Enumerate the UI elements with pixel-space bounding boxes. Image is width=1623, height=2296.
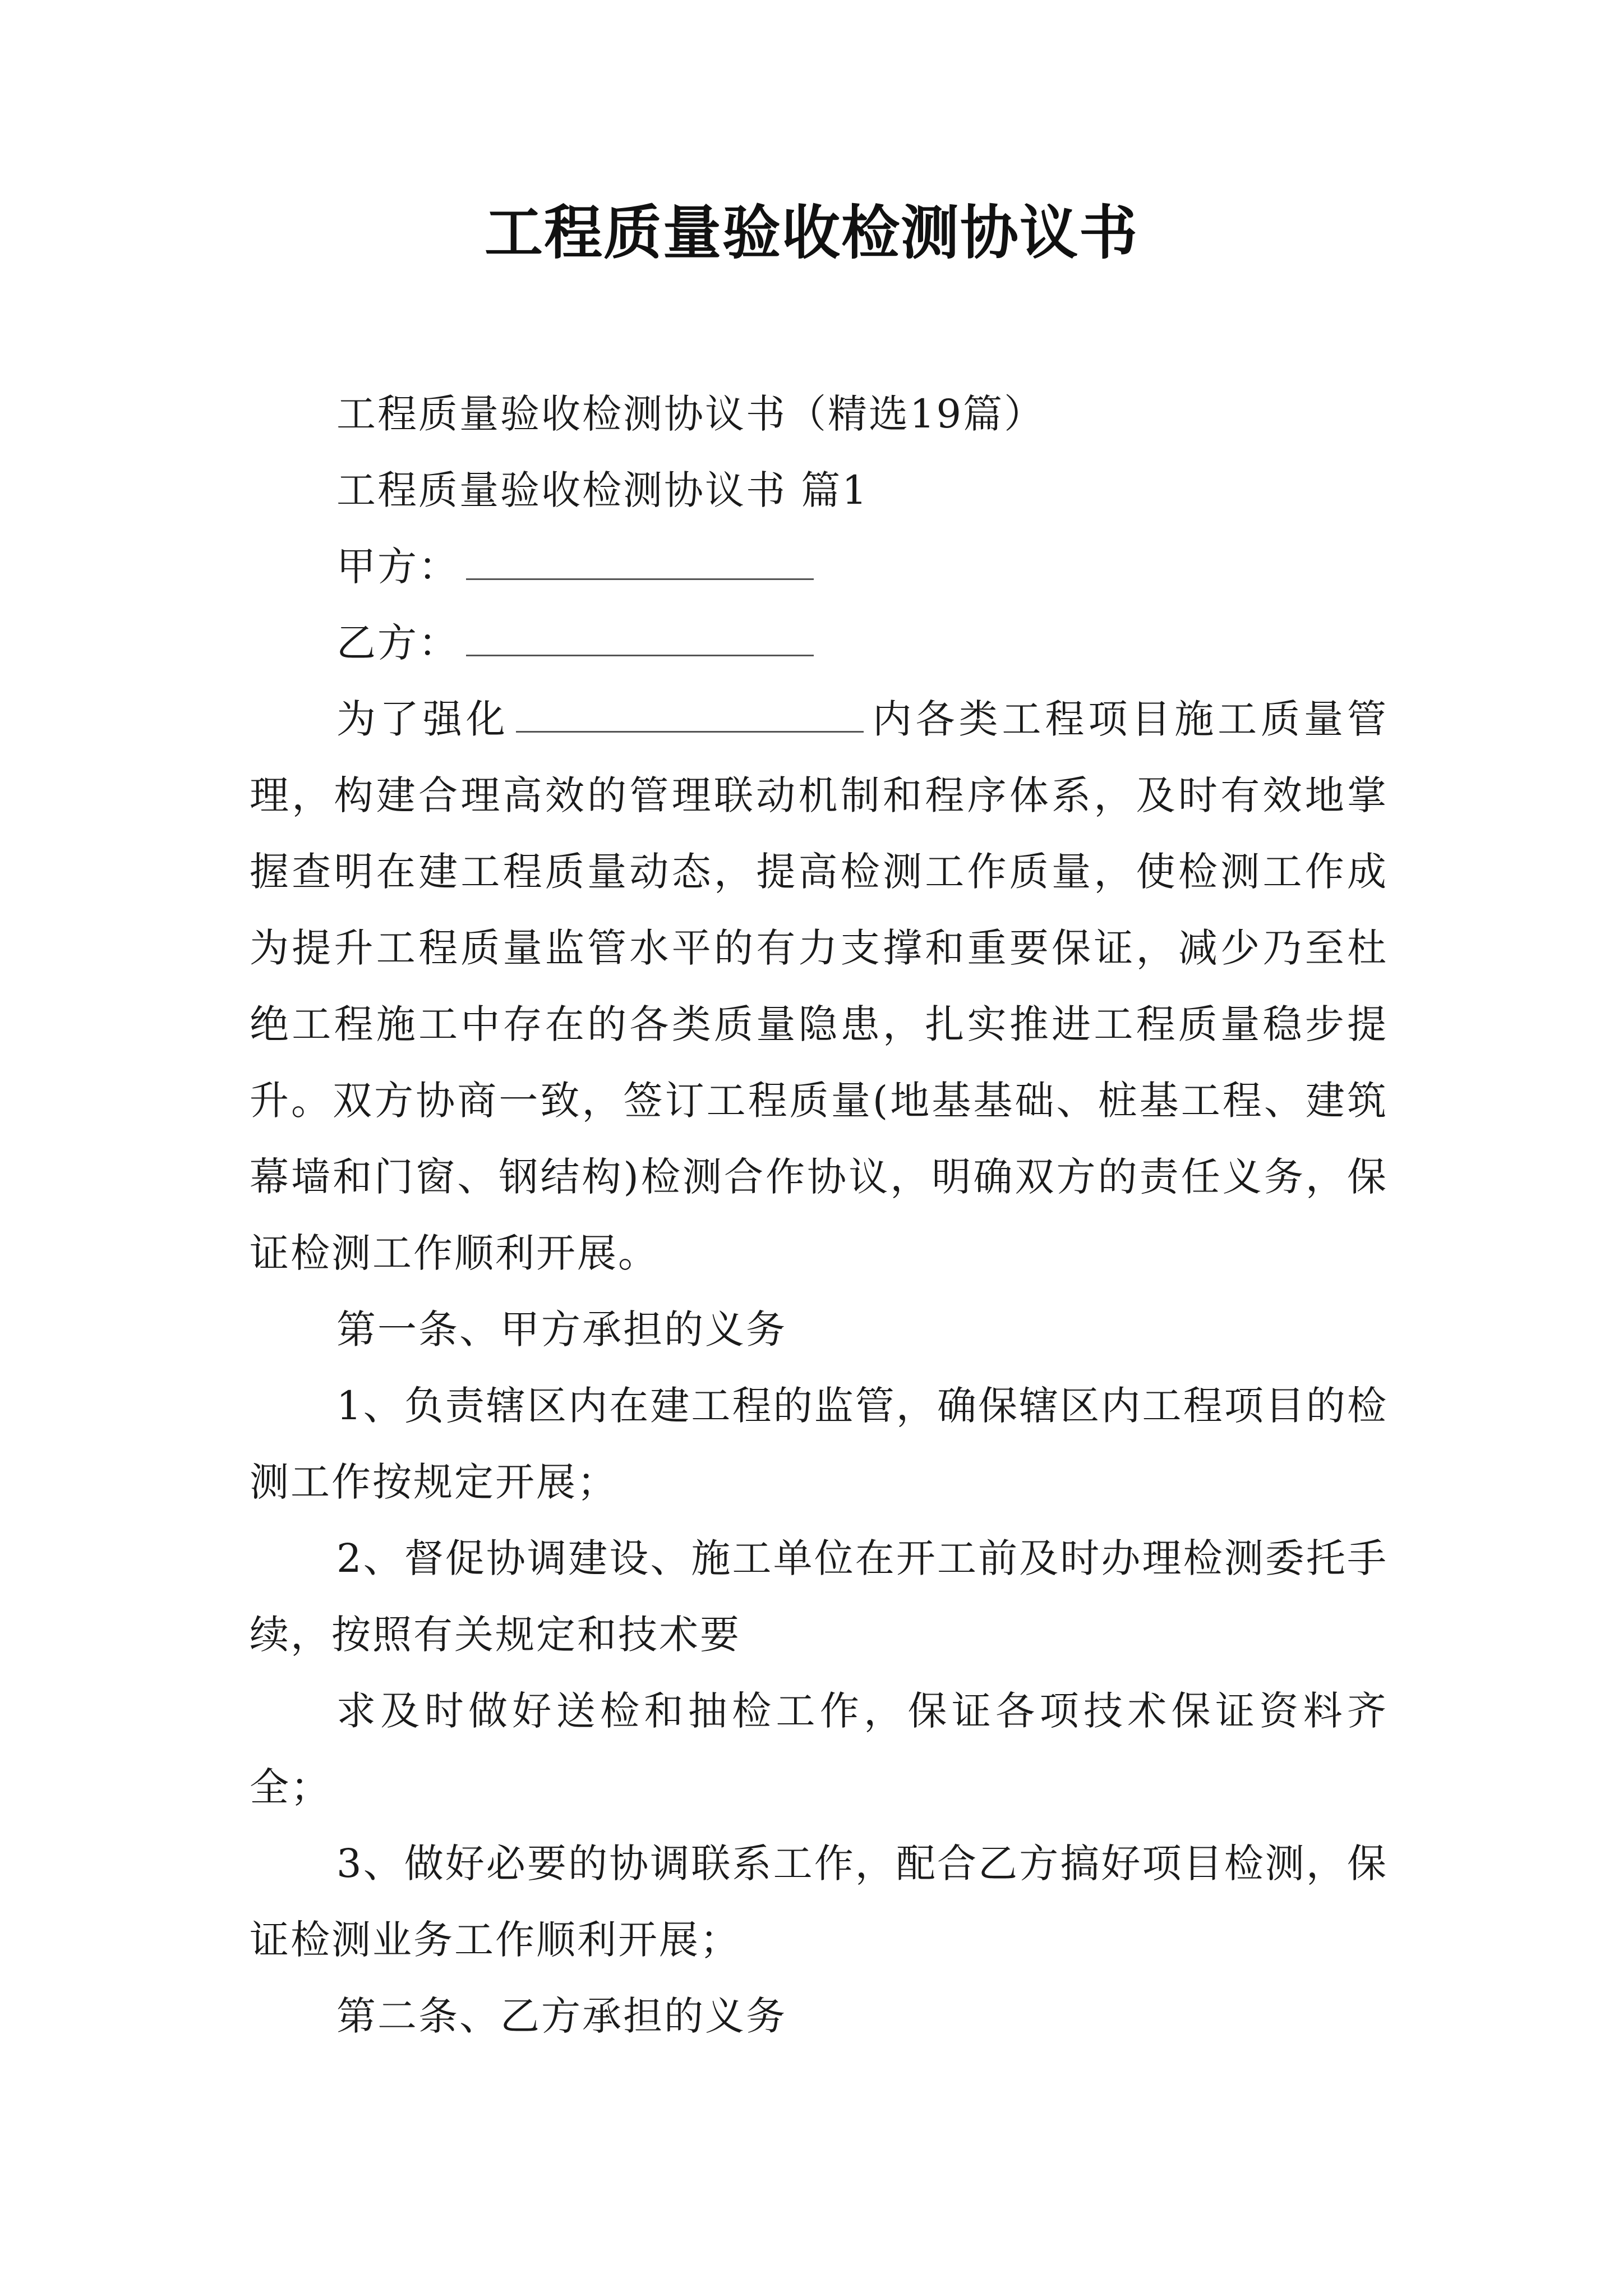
party-b-blank <box>466 649 814 656</box>
item-3: 3、做好必要的协调联系工作，配合乙方搞好项目检测，保证检测业务工作顺利开展； <box>250 1841 1388 1963</box>
document-subtitle: 工程质量验收检测协议书（精选19篇） <box>336 391 1045 437</box>
region-blank <box>516 725 864 733</box>
intro-prefix: 为了强化 <box>336 696 509 742</box>
article-heading: 工程质量验收检测协议书 篇1 <box>336 467 869 513</box>
party-b-label: 乙方： <box>336 620 459 666</box>
intro-paragraph <box>250 681 1388 1291</box>
party-b-line <box>250 605 1388 681</box>
party-a-blank <box>466 573 814 580</box>
intro-rest: 内各类工程项目施工质量管理，构建合理高效的管理联动机制和程序体系，及时有效地掌握查明在建工程质量动态，提高检测工作质量，使检测工作成为提升工程质量监管水平的有力支撑和重要保证，减少乃至杜绝工程施工中存在的各类质量隐患，扎实推进工程质量稳步提升。双方协商一致，签订工程质量(地基基础、桩基工程、建筑幕墙和门窗、钢结构)检测合作协议，明确双方的责任义务，保证检测工作顺利开展。 <box>250 696 1388 1276</box>
section-2-heading: 第二条、乙方承担的义务 <box>336 1993 787 2039</box>
item-1: 1、负责辖区内在建工程的监管，确保辖区内工程项目的检测工作按规定开展； <box>250 1383 1388 1505</box>
document-body <box>250 376 1388 2054</box>
item-2: 2、督促协调建设、施工单位在开工前及时办理检测委托手续，按照有关规定和技术要 <box>250 1535 1388 1658</box>
item-2-continued: 求及时做好送检和抽检工作，保证各项技术保证资料齐全； <box>250 1688 1388 1810</box>
party-a-line <box>250 528 1388 605</box>
document-title: 工程质量验收检测协议书 <box>484 199 1138 267</box>
section-1-heading: 第一条、甲方承担的义务 <box>336 1306 787 1352</box>
party-a-label: 甲方： <box>336 544 459 590</box>
